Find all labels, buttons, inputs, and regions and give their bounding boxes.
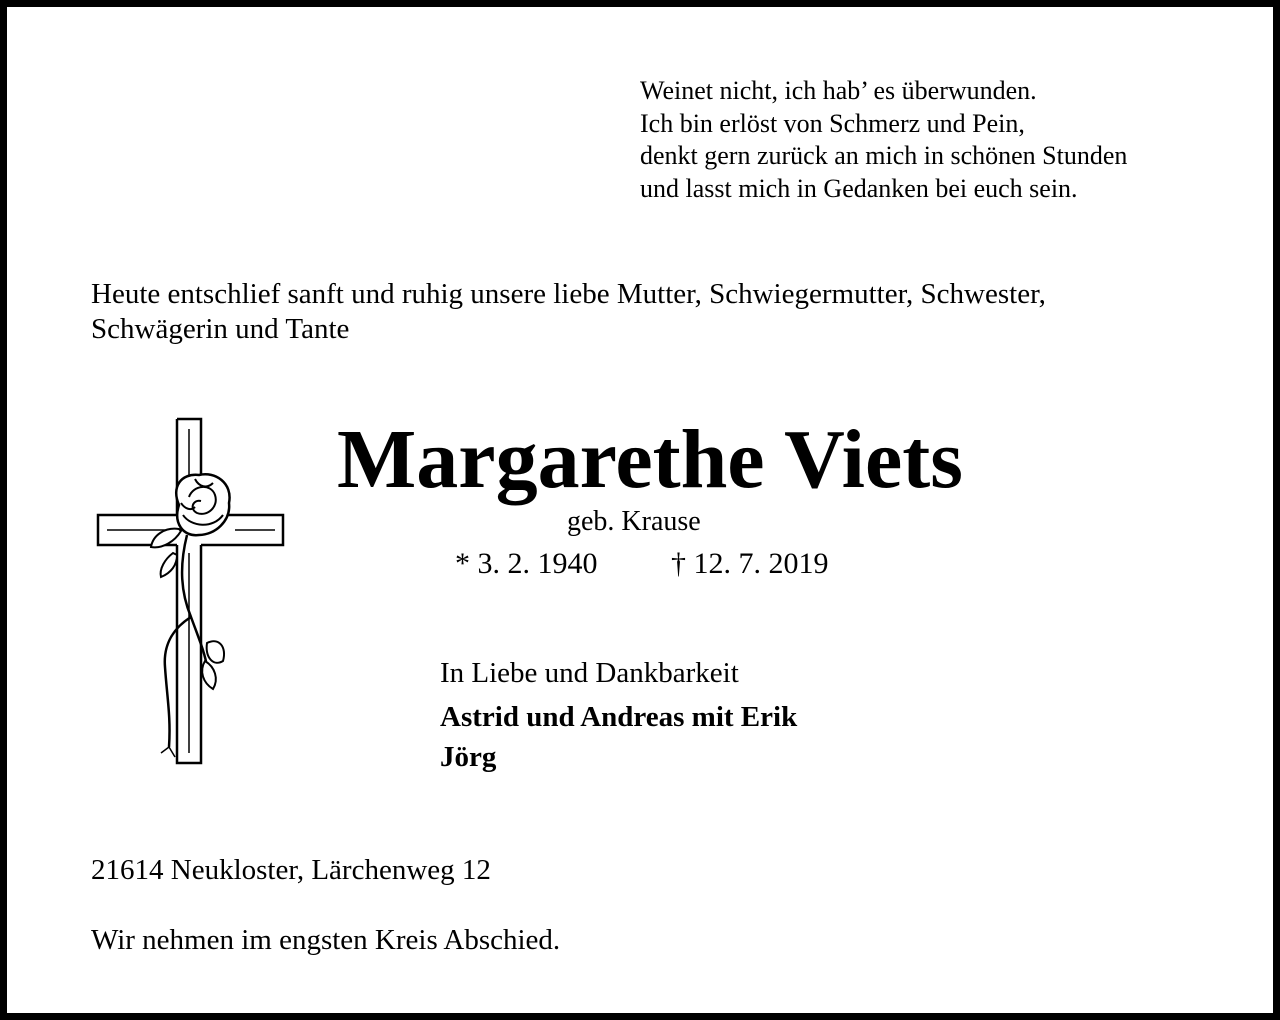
deceased-name: Margarethe Viets: [337, 413, 963, 506]
poem-line-4: und lasst mich in Gedanken bei euch sein.: [640, 173, 1078, 203]
death-date: † 12. 7. 2019: [671, 547, 829, 580]
birth-name: geb. Krause: [567, 506, 701, 537]
poem-verse: [640, 75, 1127, 205]
poem-line-2: Ich bin erlöst von Schmerz und Pein,: [640, 108, 1025, 138]
intro-line-1: Heute entschlief sanft und ruhig unsere liebe Mutter, Schwiegermutter, Schwester,: [91, 278, 1046, 310]
intro-line-2: Schwägerin und Tante: [91, 313, 350, 345]
mourner-line-2: Jörg: [440, 741, 497, 773]
announcement-intro: [91, 277, 1221, 347]
cross-with-rose-icon: [95, 417, 289, 769]
family-address: 21614 Neukloster, Lärchenweg 12: [91, 854, 491, 886]
poem-line-3: denkt gern zurück an mich in schönen Stunden: [640, 141, 1128, 170]
farewell-note: Wir nehmen im engsten Kreis Abschied.: [91, 924, 561, 956]
birth-date: * 3. 2. 1940: [455, 547, 598, 580]
mourners-list: [440, 697, 797, 777]
salutation: In Liebe und Dankbarkeit: [440, 657, 739, 689]
mourner-line-1: Astrid und Andreas mit Erik: [440, 701, 798, 733]
poem-line-1: Weinet nicht, ich hab’ es überwunden.: [640, 76, 1037, 105]
